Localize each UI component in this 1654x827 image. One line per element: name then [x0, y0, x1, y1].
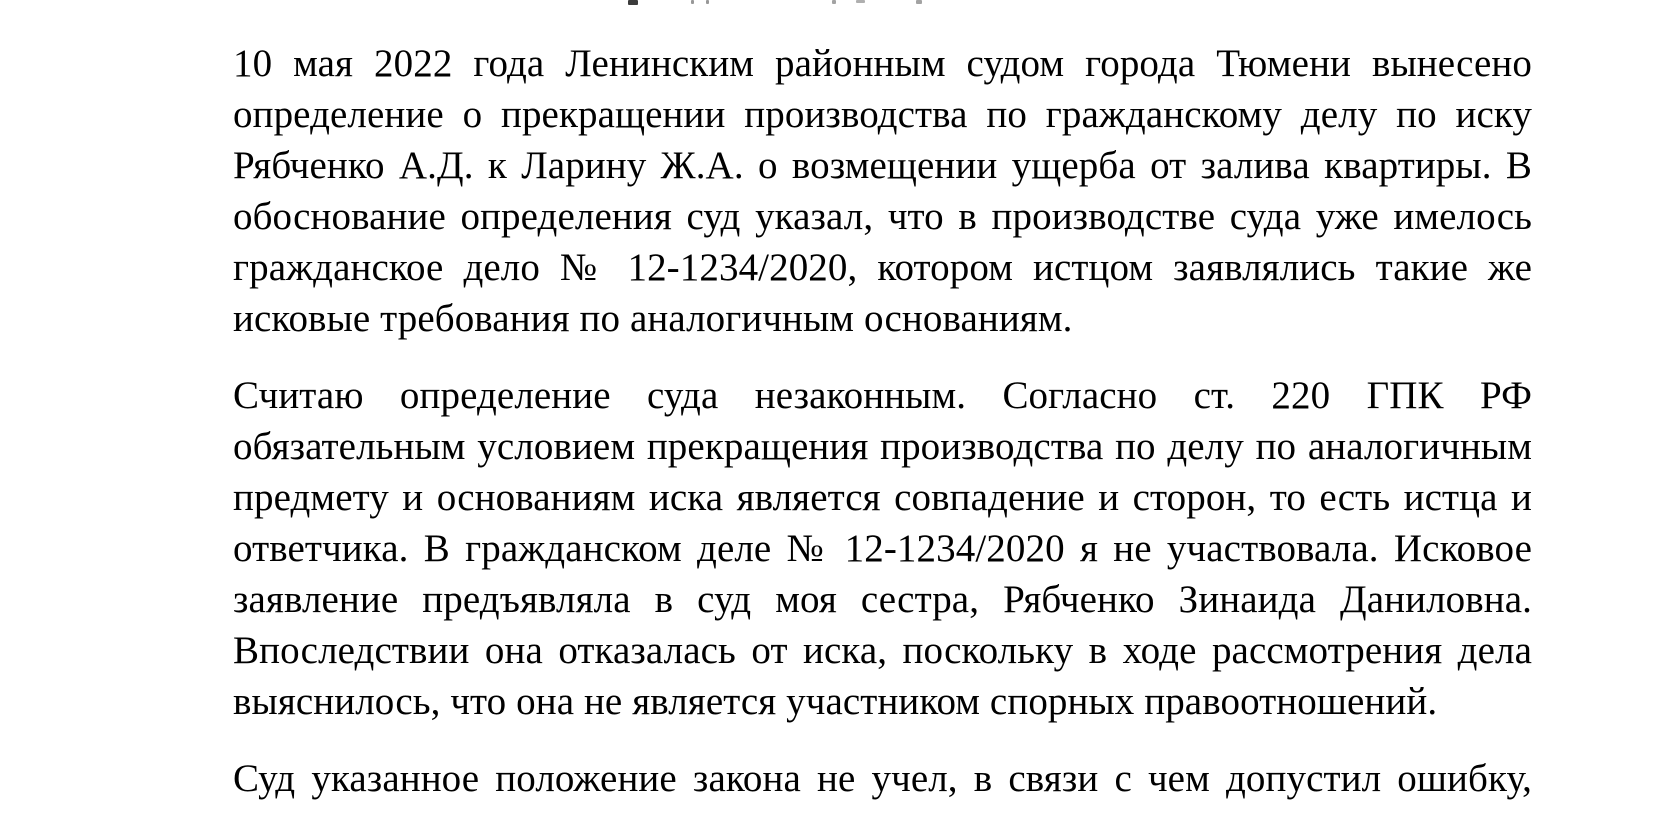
paragraph-court-error — [233, 753, 1532, 804]
text-line: определение о прекращении производства по гражданскому делу по иску — [233, 93, 1532, 136]
text-line: обязательным условием прекращения производства по делу по аналогичным — [233, 425, 1532, 468]
document-text-block — [233, 38, 1532, 804]
clipped-glyph-mark — [628, 0, 638, 5]
text-line: обоснование определения суд указал, что в производстве суда уже имелось — [233, 195, 1532, 238]
text-line: 10 мая 2022 года Ленинским районным судом города Тюмени вынесено — [233, 42, 1532, 85]
paragraph-court-ruling — [233, 38, 1532, 344]
clipped-glyph-mark — [832, 0, 836, 4]
text-line: Рябченко А.Д. к Ларину Ж.А. о возмещении ущерба от залива квартиры. В — [233, 144, 1532, 187]
clipped-glyph-mark — [916, 0, 922, 4]
text-line: ответчика. В гражданском деле № 12-1234/2020 я не участвовала. Исковое — [233, 527, 1532, 570]
clipped-heading-remnants — [0, 0, 1654, 10]
text-line: Впоследствии она отказалась от иска, поскольку в ходе рассмотрения дела — [233, 629, 1532, 672]
paragraph-objection — [233, 370, 1532, 727]
text-line: исковые требования по аналогичным основаниям. — [233, 297, 1073, 340]
text-line: предмету и основаниям иска является совпадение и сторон, то есть истца и — [233, 476, 1532, 519]
text-line: гражданское дело № 12-1234/2020, котором истцом заявлялись такие же — [233, 246, 1532, 289]
text-line: Суд указанное положение закона не учел, в связи с чем допустил ошибку, — [233, 757, 1532, 800]
clipped-glyph-mark — [856, 0, 865, 3]
text-line: Считаю определение суда незаконным. Согласно ст. 220 ГПК РФ — [233, 374, 1532, 417]
text-line: выяснилось, что она не является участником спорных правоотношений. — [233, 680, 1438, 723]
text-line: заявление предъявляла в суд моя сестра, Рябченко Зинаида Даниловна. — [233, 578, 1532, 621]
clipped-glyph-mark — [691, 0, 694, 4]
clipped-glyph-mark — [706, 0, 709, 4]
